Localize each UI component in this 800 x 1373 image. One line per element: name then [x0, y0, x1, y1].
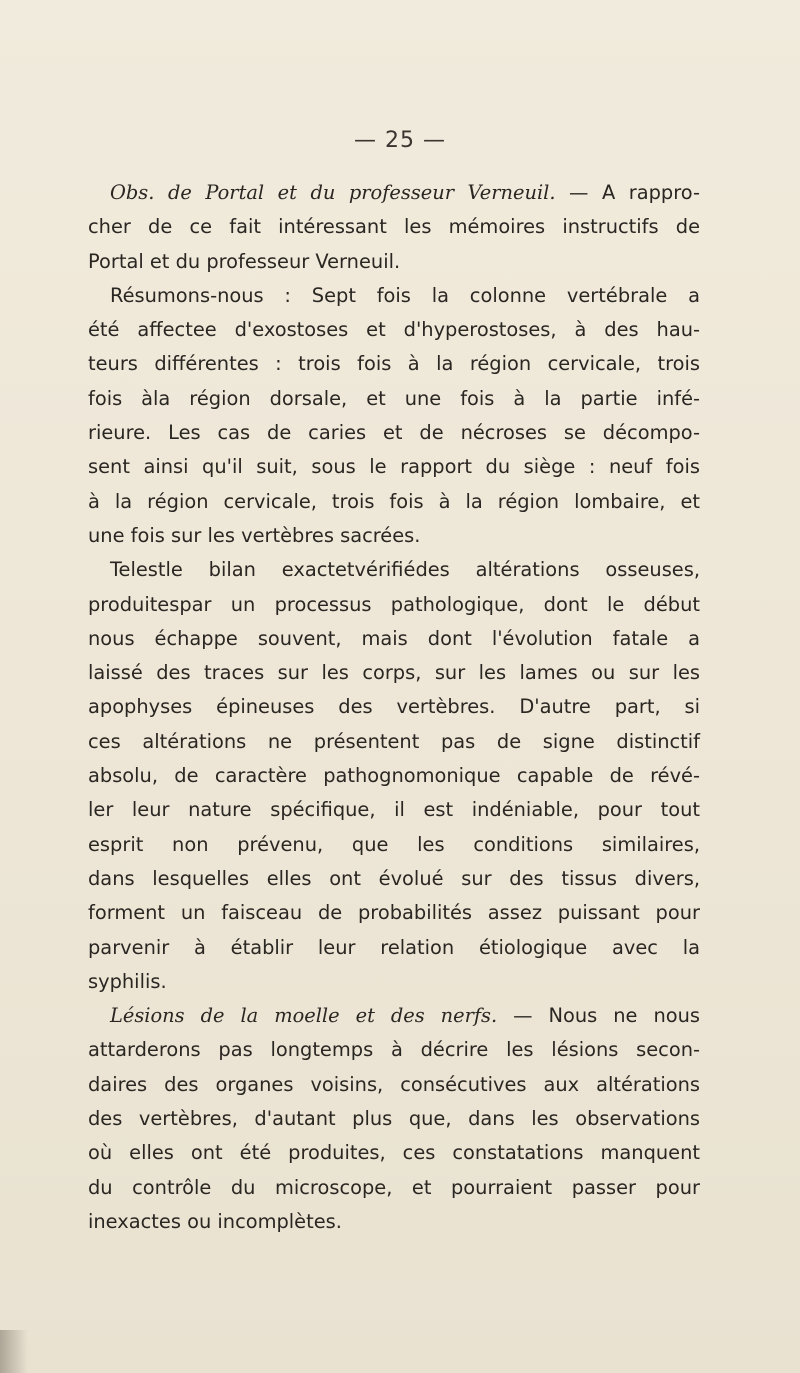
text-run: sent ainsi qu'il suit, sous le rapport du siège : neuf fois — [88, 455, 700, 479]
text-run: parvenir à établir leur relation étiologique avec la — [88, 935, 700, 959]
text-run: — Nous ne nous — [497, 1004, 700, 1028]
text-line — [88, 416, 700, 450]
text-line — [88, 656, 700, 690]
text-line — [88, 382, 700, 416]
text-run: forment un faisceau de probabilités assez puissant pour — [88, 901, 700, 925]
text-run: esprit non prévenu, que les conditions similaires, — [88, 832, 700, 856]
text-line — [88, 725, 700, 759]
text-run: produitespar un processus pathologique, dont le début — [88, 592, 700, 616]
text-line — [88, 965, 700, 999]
text-run: ler leur nature spécifique, il est indéniable, pour tout — [88, 798, 700, 822]
text-line — [88, 622, 700, 656]
text-line — [88, 793, 700, 827]
text-line — [88, 1136, 700, 1170]
text-line — [88, 245, 700, 279]
text-line — [88, 485, 700, 519]
italic-heading: Obs. de Portal et du professeur Verneuil. — [110, 181, 556, 204]
text-run: Résumons-nous : Sept fois la colonne vertébrale a — [110, 283, 700, 307]
text-line — [88, 999, 700, 1033]
text-run: syphilis. — [88, 969, 167, 993]
text-line — [88, 1205, 700, 1239]
text-line — [88, 1033, 700, 1067]
text-line — [88, 279, 700, 313]
text-run: Telestle bilan exactetvérifiédes altérations osseuses, — [110, 558, 700, 582]
text-run: cher de ce fait intéressant les mémoires instructifs de — [88, 215, 700, 239]
text-line — [88, 896, 700, 930]
text-run: fois àla région dorsale, et une fois à la partie infé- — [88, 386, 700, 410]
text-line — [88, 1102, 700, 1136]
text-run: teurs différentes : trois fois à la région cervicale, trois — [88, 352, 700, 376]
text-run: été affectee d'exostoses et d'hyperostoses, à des hau- — [88, 318, 700, 342]
text-line — [88, 931, 700, 965]
text-run: où elles ont été produites, ces constatations manquent — [88, 1141, 700, 1165]
text-run: rieure. Les cas de caries et de nécroses se décompo- — [88, 421, 700, 445]
text-line — [88, 828, 700, 862]
text-run: nous échappe souvent, mais dont l'évolution fatale a — [88, 626, 700, 650]
body-text — [88, 176, 700, 1239]
text-run: — A rappro- — [555, 181, 700, 204]
text-line — [88, 1068, 700, 1102]
text-run: Portal et du professeur Verneuil. — [88, 249, 401, 273]
text-run: absolu, de caractère pathognomonique capable de révé- — [88, 764, 700, 788]
text-line — [88, 759, 700, 793]
text-line — [88, 588, 700, 622]
text-run: une fois sur les vertèbres sacrées. — [88, 523, 421, 547]
text-line — [88, 553, 700, 587]
text-run: inexactes ou incomplètes. — [88, 1209, 342, 1233]
text-line — [88, 313, 700, 347]
text-run: attarderons pas longtemps à décrire les lésions secon- — [88, 1038, 700, 1062]
text-line — [88, 347, 700, 381]
page-edge-shadow — [0, 1330, 28, 1373]
italic-heading: Lésions de la moelle et des nerfs. — [110, 1004, 498, 1028]
text-run: apophyses épineuses des vertèbres. D'autre part, si — [88, 695, 700, 719]
text-line — [88, 1171, 700, 1205]
text-line — [88, 690, 700, 724]
text-line — [88, 210, 700, 244]
text-line — [88, 176, 700, 210]
text-run: laissé des traces sur les corps, sur les lames ou sur les — [88, 661, 700, 685]
text-run: à la région cervicale, trois fois à la région lombaire, et — [88, 489, 700, 513]
text-run: du contrôle du microscope, et pourraient passer pour — [88, 1175, 700, 1199]
text-run: daires des organes voisins, consécutives aux altérations — [88, 1072, 700, 1096]
text-line — [88, 519, 700, 553]
text-line — [88, 862, 700, 896]
page-number: — 25 — — [354, 128, 446, 153]
text-run: dans lesquelles elles ont évolué sur des tissus divers, — [88, 866, 700, 890]
text-line — [88, 450, 700, 484]
text-run: des vertèbres, d'autant plus que, dans les observations — [88, 1107, 700, 1131]
text-run: ces altérations ne présentent pas de signe distinctif — [88, 729, 700, 753]
